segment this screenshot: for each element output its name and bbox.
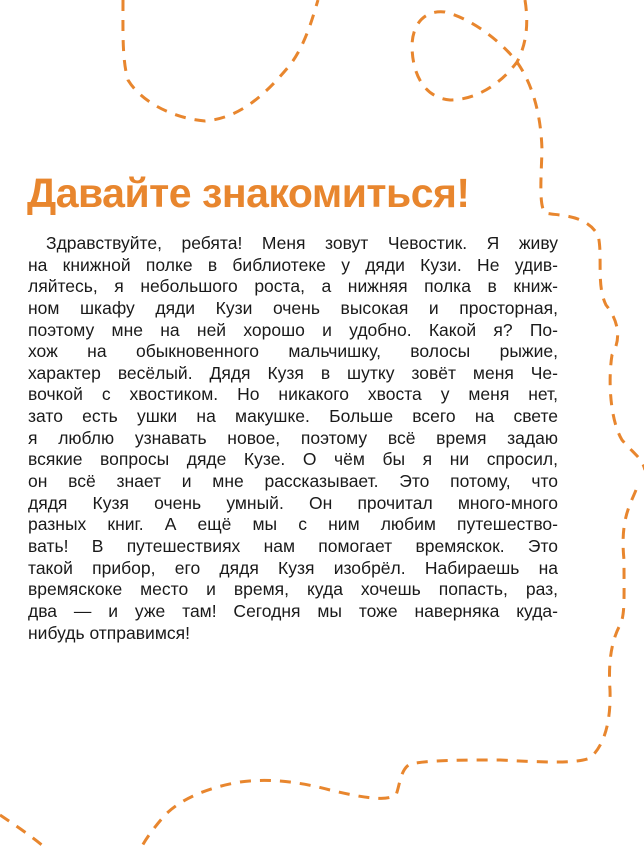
paragraph-line: дядя Кузя очень умный. Он прочитал много-много [28,492,558,513]
paragraph-line: такой прибор, его дядя Кузя изобрёл. Набираешь на [28,557,558,578]
dashed-curve-top-left [123,0,318,121]
paragraph-line: два — и уже там! Сегодня мы тоже наверняка куда- [28,600,558,621]
paragraph-line: поэтому мне на ней хорошо и удобно. Какой я? По- [28,319,558,340]
paragraph-line: всякие вопросы дяде Кузе. О чём бы я ни спросил, [28,449,558,470]
paragraph-line: зато есть ушки на макушке. Больше всего на свете [28,406,558,427]
page-title: Давайте знакомиться! [27,170,470,216]
dashed-curve-bottom-left [0,815,48,850]
paragraph-line: разных книг. А ещё мы с ним любим путешество- [28,514,558,535]
paragraph-line: вочкой с хвостиком. Но никакого хвоста у меня нет, [28,384,558,405]
paragraph-line: ляйтесь, я небольшого роста, а нижняя полка в книж- [28,276,558,297]
intro-paragraph [28,233,558,644]
paragraph-line: нибудь отправимся! [28,622,190,643]
paragraph-line: Здравствуйте, ребята! Меня зовут Чевостик. Я живу [46,233,558,253]
paragraph-line: времяскоке место и время, куда хочешь попасть, раз, [28,579,558,600]
paragraph-line: ном шкафу дяди Кузи очень высокая и просторная, [28,297,558,318]
paragraph-line: характер весёлый. Дядя Кузя в шутку зовёт меня Че- [28,362,558,383]
paragraph-line: на книжной полке в библиотеке у дяди Кузи. Не удив- [28,254,558,275]
paragraph-line: он всё знает и мне рассказывает. Это потому, что [28,471,558,492]
paragraph-line: я люблю узнавать новое, поэтому всё время задаю [28,427,558,448]
paragraph-line: вать! В путешествиях нам помогает времяскок. Это [28,535,558,556]
paragraph-line: хож на обыкновенного мальчишку, волосы рыжие, [28,341,558,362]
